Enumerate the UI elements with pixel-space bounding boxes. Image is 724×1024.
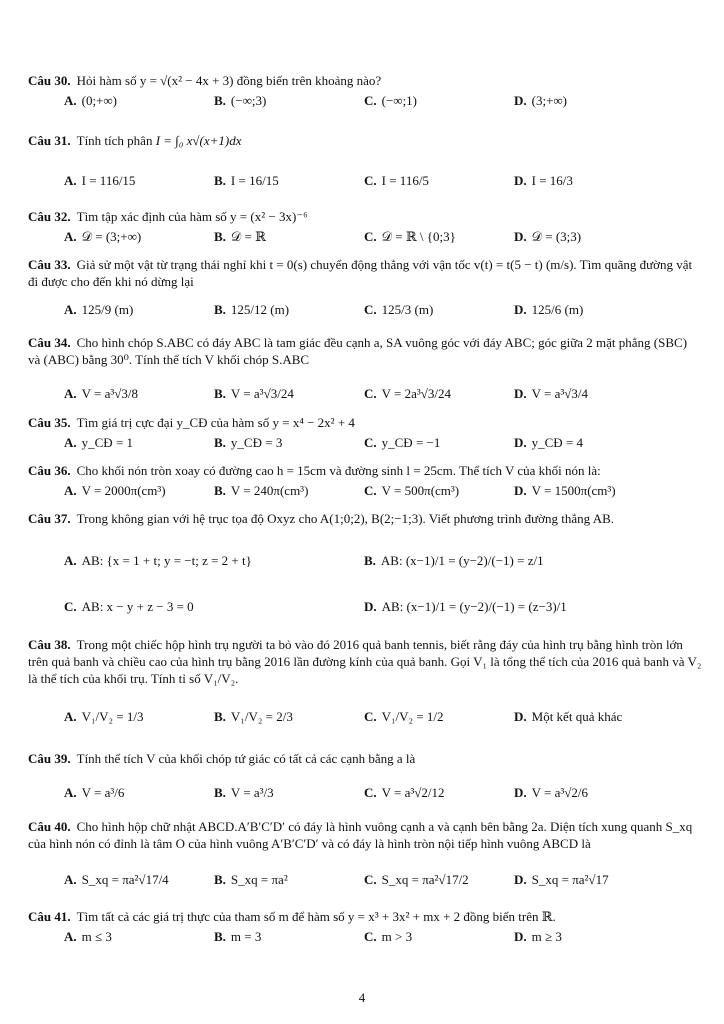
question-stem: Trong không gian với hệ trục tọa độ Oxyz cho A(1;0;2), B(2;−1;3). Viết phương trình đường thẳng AB. bbox=[76, 511, 615, 526]
question-number: Câu 37. bbox=[28, 511, 71, 526]
option-d: Một kết quả khác bbox=[531, 709, 623, 724]
option-d: AB: (x−1)/1 = (y−2)/(−1) = (z−3)/1 bbox=[381, 599, 567, 614]
question-stem: Cho hình hộp chữ nhật ABCD.A′B′C′D′ có đáy là hình vuông cạnh a và cạnh bên bằng 2a. Diện tích xung quanh S_xq của hình nón có đỉnh là tâm O của hình vuông A′B′C′D′ và có đáy là hình tròn nội tiếp hình vuông ABCD là bbox=[28, 819, 693, 851]
question-stem: Cho khối nón tròn xoay có đường cao h = 15cm và đường sinh l = 25cm. Thể tích V của khối nón là: bbox=[76, 463, 601, 478]
question-number: Câu 41. bbox=[28, 909, 71, 924]
question-38: Câu 38. Trong một chiếc hộp hình trụ người ta bỏ vào đó 2016 quả banh tennis, biết rằng đáy của hình trụ bằng hình tròn lớn trên quả banh và chiều cao của hình trụ bằng 2016 lần đường kính của quả banh. Gọi V₁ là tổng thể tích của 2016 quả banh và V₂ là thể tích của khối trụ. Tính tỉ số V₁/V₂. A. V₁/V₂ = 1/3 B. V₁/V₂ = 2/3 C. V₁/V₂ = 1/2 D. Một kết quả khác bbox=[28, 637, 702, 724]
option-a: m ≤ 3 bbox=[81, 929, 112, 944]
option-d: V = a³√2/6 bbox=[531, 785, 589, 800]
question-number: Câu 32. bbox=[28, 209, 71, 224]
option-b: V = a³√3/24 bbox=[230, 386, 294, 401]
question-41: Câu 41. Tìm tất cả các giá trị thực của tham số m để hàm số y = x³ + 3x² + mx + 2 đồng biến trên ℝ. A. m ≤ 3 B. m = 3 C. m > 3 D. m ≥ 3 bbox=[28, 909, 562, 944]
option-c: 125/3 (m) bbox=[381, 302, 434, 317]
option-a: AB: {x = 1 + t; y = −t; z = 2 + t} bbox=[81, 553, 252, 568]
integral-formula: I = ∫₀ x√(x+1)dx bbox=[155, 133, 242, 148]
question-stem: Tính tích phân bbox=[76, 133, 153, 148]
option-c: m > 3 bbox=[381, 929, 413, 944]
option-a: V₁/V₂ = 1/3 bbox=[81, 709, 144, 724]
question-stem: Tính thể tích V của khối chóp tứ giác có tất cả các cạnh bằng a là bbox=[76, 751, 416, 766]
question-37: Câu 37. Trong không gian với hệ trục tọa độ Oxyz cho A(1;0;2), B(2;−1;3). Viết phương trình đường thẳng AB. A. AB: {x = 1 + t; y = −t; z = 2 + t} B. AB: (x−1)/1 = (y−2)/(−1) = z/1 C. AB: x − y + z − 3 = 0 D. AB: (x−1)/1 = (y−2)/(−1) = (z−3)/1 bbox=[28, 511, 615, 614]
option-c: 𝒟 = ℝ \ {0;3} bbox=[381, 229, 456, 244]
option-b: I = 16/15 bbox=[230, 173, 279, 188]
option-b: V = a³/3 bbox=[230, 785, 274, 800]
option-a: V = 2000π(cm³) bbox=[81, 483, 166, 498]
page-number: 4 bbox=[358, 990, 366, 1005]
option-a: (0;+∞) bbox=[81, 93, 118, 108]
question-31: Câu 31. Tính tích phân I = ∫₀ x√(x+1)dx A. I = 116/15 B. I = 16/15 C. I = 116/5 D. I = 16/3 bbox=[28, 133, 573, 188]
option-d: 125/6 (m) bbox=[531, 302, 584, 317]
option-d: y_CĐ = 4 bbox=[531, 435, 584, 450]
question-stem: Trong một chiếc hộp hình trụ người ta bỏ vào đó 2016 quả banh tennis, biết rằng đáy của hình trụ bằng hình tròn lớn trên quả banh và chiều cao của hình trụ bằng 2016 lần đường kính của quả banh. Gọi V₁ là tổng thể tích của 2016 quả banh và V₂ là thể tích của khối trụ. Tính tỉ số V₁/V₂. bbox=[28, 637, 702, 686]
question-40: Câu 40. Cho hình hộp chữ nhật ABCD.A′B′C′D′ có đáy là hình vuông cạnh a và cạnh bên bằng 2a. Diện tích xung quanh S_xq của hình nón có đỉnh là tâm O của hình vuông A′B′C′D′ và có đáy là hình tròn nội tiếp hình vuông ABCD là A. S_xq = πa²√17/4 B. S_xq = πa² C. S_xq = πa²√17/2 D. S_xq = πa²√17 bbox=[28, 819, 693, 887]
option-a: V = a³√3/8 bbox=[81, 386, 139, 401]
question-30: Câu 30. Hỏi hàm số y = √(x² − 4x + 3) đồng biến trên khoảng nào? A. (0;+∞) B. (−∞;3) C. (−∞;1) D. (3;+∞) bbox=[28, 73, 568, 108]
option-b: m = 3 bbox=[230, 929, 262, 944]
option-d: 𝒟 = (3;3) bbox=[531, 229, 582, 244]
question-stem: Tìm giá trị cực đại y_CĐ của hàm số y = x⁴ − 2x² + 4 bbox=[76, 415, 355, 430]
question-number: Câu 30. bbox=[28, 73, 71, 88]
option-a: I = 116/15 bbox=[81, 173, 136, 188]
option-b: (−∞;3) bbox=[230, 93, 267, 108]
question-number: Câu 31. bbox=[28, 133, 71, 148]
option-a: 125/9 (m) bbox=[81, 302, 134, 317]
option-b: V₁/V₂ = 2/3 bbox=[230, 709, 293, 724]
question-36: Câu 36. Cho khối nón tròn xoay có đường cao h = 15cm và đường sinh l = 25cm. Thể tích V của khối nón là: A. V = 2000π(cm³) B. V = 240π(cm³) C. V = 500π(cm³) D. V = 1500π(cm³) bbox=[28, 463, 616, 498]
question-number: Câu 38. bbox=[28, 637, 71, 652]
option-c: V = 500π(cm³) bbox=[381, 483, 460, 498]
option-b: 125/12 (m) bbox=[230, 302, 290, 317]
option-b: 𝒟 = ℝ bbox=[230, 229, 266, 244]
option-b: S_xq = πa² bbox=[230, 872, 288, 887]
option-a: y_CĐ = 1 bbox=[81, 435, 134, 450]
question-stem: Hỏi hàm số y = √(x² − 4x + 3) đồng biến trên khoảng nào? bbox=[76, 73, 382, 88]
question-33: Câu 33. Giả sử một vật từ trạng thái nghỉ khi t = 0(s) chuyển động thẳng với vận tốc v(t) = t(5 − t) (m/s). Tìm quãng đường vật đi được cho đến khi nó dừng lại A. 125/9 (m) B. 125/12 (m) C. 125/3 (m) D. 125/6 (m) bbox=[28, 257, 693, 317]
option-d: V = a³√3/4 bbox=[531, 386, 589, 401]
option-b: y_CĐ = 3 bbox=[230, 435, 283, 450]
option-d: V = 1500π(cm³) bbox=[531, 483, 616, 498]
option-d: m ≥ 3 bbox=[531, 929, 562, 944]
question-number: Câu 39. bbox=[28, 751, 71, 766]
question-stem: Tìm tất cả các giá trị thực của tham số m để hàm số y = x³ + 3x² + mx + 2 đồng biến trên ℝ. bbox=[76, 909, 556, 924]
question-number: Câu 34. bbox=[28, 335, 71, 350]
option-c: (−∞;1) bbox=[381, 93, 418, 108]
option-d: I = 16/3 bbox=[531, 173, 573, 188]
option-c: V = a³√2/12 bbox=[381, 785, 445, 800]
option-c: y_CĐ = −1 bbox=[381, 435, 441, 450]
option-c: AB: x − y + z − 3 = 0 bbox=[81, 599, 194, 614]
option-d: (3;+∞) bbox=[531, 93, 568, 108]
option-b: AB: (x−1)/1 = (y−2)/(−1) = z/1 bbox=[380, 553, 544, 568]
question-stem: Cho hình chóp S.ABC có đáy ABC là tam giác đều cạnh a, SA vuông góc với đáy ABC; góc giữa 2 mặt phẳng (SBC) và (ABC) bằng 30⁰. Tính thể tích V khối chóp S.ABC bbox=[28, 335, 688, 367]
option-a: S_xq = πa²√17/4 bbox=[81, 872, 169, 887]
option-c: V₁/V₂ = 1/2 bbox=[381, 709, 444, 724]
question-34: Câu 34. Cho hình chóp S.ABC có đáy ABC là tam giác đều cạnh a, SA vuông góc với đáy ABC; góc giữa 2 mặt phẳng (SBC) và (ABC) bằng 30⁰. Tính thể tích V khối chóp S.ABC A. V = a³√3/8 B. V = a³√3/24 C. V = 2a³√3/24 D. V = a³√3/4 bbox=[28, 335, 688, 401]
question-number: Câu 33. bbox=[28, 257, 71, 272]
question-stem: Tìm tập xác định của hàm số y = (x² − 3x)⁻⁶ bbox=[76, 209, 308, 224]
option-c: I = 116/5 bbox=[381, 173, 429, 188]
question-39: Câu 39. Tính thể tích V của khối chóp tứ giác có tất cả các cạnh bằng a là A. V = a³/6 B. V = a³/3 C. V = a³√2/12 D. V = a³√2/6 bbox=[28, 751, 589, 800]
option-c: V = 2a³√3/24 bbox=[381, 386, 452, 401]
option-a: V = a³/6 bbox=[81, 785, 125, 800]
question-number: Câu 36. bbox=[28, 463, 71, 478]
option-d: S_xq = πa²√17 bbox=[531, 872, 609, 887]
question-35: Câu 35. Tìm giá trị cực đại y_CĐ của hàm số y = x⁴ − 2x² + 4 A. y_CĐ = 1 B. y_CĐ = 3 C. y_CĐ = −1 D. y_CĐ = 4 bbox=[28, 415, 584, 450]
question-number: Câu 40. bbox=[28, 819, 71, 834]
option-c: S_xq = πa²√17/2 bbox=[381, 872, 469, 887]
option-a: 𝒟 = (3;+∞) bbox=[81, 229, 142, 244]
question-32: Câu 32. Tìm tập xác định của hàm số y = (x² − 3x)⁻⁶ A. 𝒟 = (3;+∞) B. 𝒟 = ℝ C. 𝒟 = ℝ \ {0;3} D. 𝒟 = (3;3) bbox=[28, 209, 582, 244]
question-number: Câu 35. bbox=[28, 415, 71, 430]
question-stem: Giả sử một vật từ trạng thái nghỉ khi t = 0(s) chuyển động thẳng với vận tốc v(t) = t(5 − t) (m/s). Tìm quãng đường vật đi được cho đến khi nó dừng lại bbox=[28, 257, 693, 289]
option-b: V = 240π(cm³) bbox=[230, 483, 309, 498]
